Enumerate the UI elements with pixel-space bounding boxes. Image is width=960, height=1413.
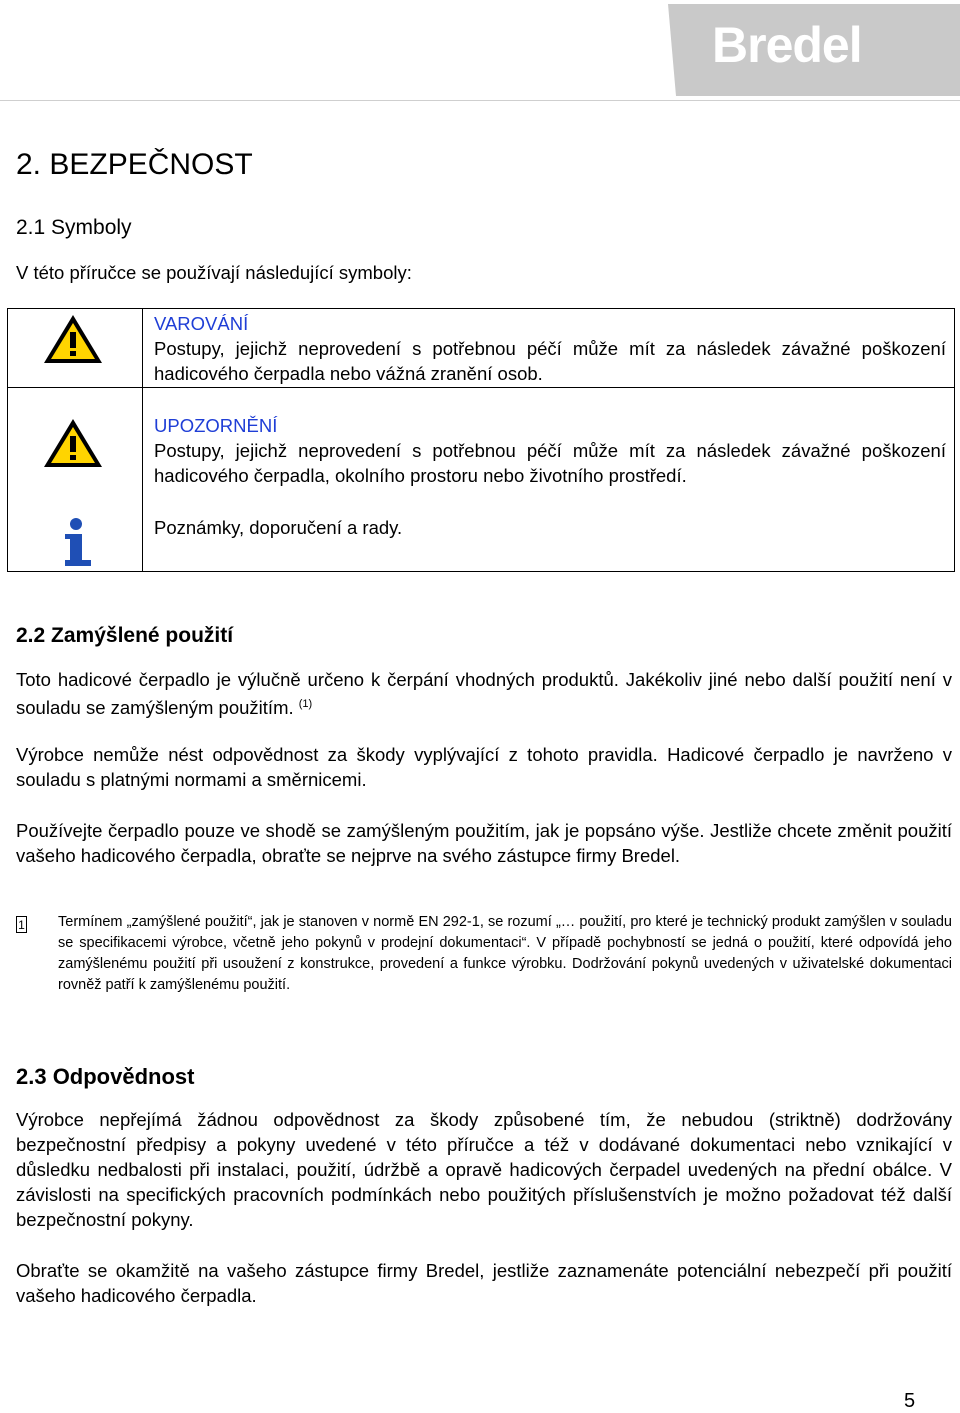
header-divider bbox=[0, 100, 960, 101]
info-text: Poznámky, doporučení a rady. bbox=[154, 517, 403, 538]
symbol-row-info bbox=[154, 515, 946, 540]
warning-text: Postupy, jejichž neprovedení s potřebnou péčí může mít za následek závažné poškození hadicového čerpadla nebo vážná zranění osob. bbox=[154, 338, 946, 384]
intended-use-heading: 2.2 Zamýšlené použití bbox=[16, 624, 234, 647]
symbol-row-warning bbox=[154, 311, 946, 386]
symbols-table bbox=[7, 308, 955, 572]
footnote-reference: (1) bbox=[298, 698, 313, 710]
table-row-divider bbox=[8, 387, 954, 388]
responsibility-p1: Výrobce nepřejímá žádnou odpovědnost za škody způsobené tím, že nebudou (striktně) dodržovány bezpečnostní předpisy a pokyny uvedené v této příručce a též v dodávané dokumentaci nebo vznikající v důsledku nedbalosti při instalaci, použití, údržbě a opravě hadicových čerpadel uvedených na přední obálce. V závislosti na specifických pracovních podmínkách nebo použitých příslušenstvích je možno požadovat též další bezpečnostní pokyny. bbox=[16, 1109, 952, 1230]
warning-title: VAROVÁNÍ bbox=[154, 313, 249, 334]
intended-use-p1 bbox=[16, 667, 952, 720]
caution-text: Postupy, jejichž neprovedení s potřebnou péčí může mít za následek závažné poškození hadicového čerpadla, okolního prostoru nebo životního prostředí. bbox=[154, 440, 946, 486]
table-column-divider bbox=[142, 309, 143, 571]
warning-triangle-icon bbox=[42, 313, 104, 365]
symbol-row-caution bbox=[154, 413, 946, 488]
footnote-text: Termínem „zamýšlené použití“, jak je stanoven v normě EN 292-1, se rozumí „… použití, pro které je technický produkt zamýšlen v souladu se specifikacemi výrobce, včetně jeho pokynů v prodejní dokumentaci“. V případě pochybností se jedná o použití, které odpovídá jeho zamýšlenému použití při usoužení z konstrukce, provedení a funkce výrobku. Dodržování pokynů uvedených v uživatelské dokumentaci rovněž patří k zamýšlenému použití. bbox=[58, 914, 952, 993]
footnote-marker: 1 bbox=[16, 916, 27, 933]
intended-use-p3: Používejte čerpadlo pouze ve shodě se zamýšleným použitím, jak je popsáno výše. Jestliže chcete změnit použití vašeho hadicového čerpadla, obraťte se nejprve na svého zástupce firmy Bredel. bbox=[16, 820, 952, 866]
symbols-heading: 2.1 Symboly bbox=[16, 216, 132, 239]
section-title: 2. BEZPEČNOST bbox=[16, 148, 253, 181]
responsibility-heading: 2.3 Odpovědnost bbox=[16, 1064, 195, 1089]
intended-use-p1-text: Toto hadicové čerpadlo je výlučně určeno k čerpání vhodných produktů. Jakékoliv jiné nebo další použití není v souladu se zamýšleným použitím. bbox=[16, 669, 952, 719]
page-header bbox=[0, 0, 960, 100]
symbols-intro: V této příručce se používají následující symboly: bbox=[16, 262, 412, 283]
brand-name: Bredel bbox=[712, 17, 862, 73]
intended-use-p2: Výrobce nemůže nést odpovědnost za škody vyplývající z tohoto pravidla. Hadicové čerpadlo je navrženo v souladu s platnými normami a směrnicemi. bbox=[16, 744, 952, 790]
responsibility-p2: Obraťte se okamžitě na vašeho zástupce firmy Bredel, jestliže zaznamenáte potenciální nebezpečí při použití vašeho hadicového čerpadla. bbox=[16, 1260, 952, 1306]
caution-title: UPOZORNĚNÍ bbox=[154, 415, 278, 436]
page-number: 5 bbox=[904, 1390, 916, 1412]
info-icon bbox=[62, 517, 94, 567]
caution-triangle-icon bbox=[42, 417, 104, 469]
